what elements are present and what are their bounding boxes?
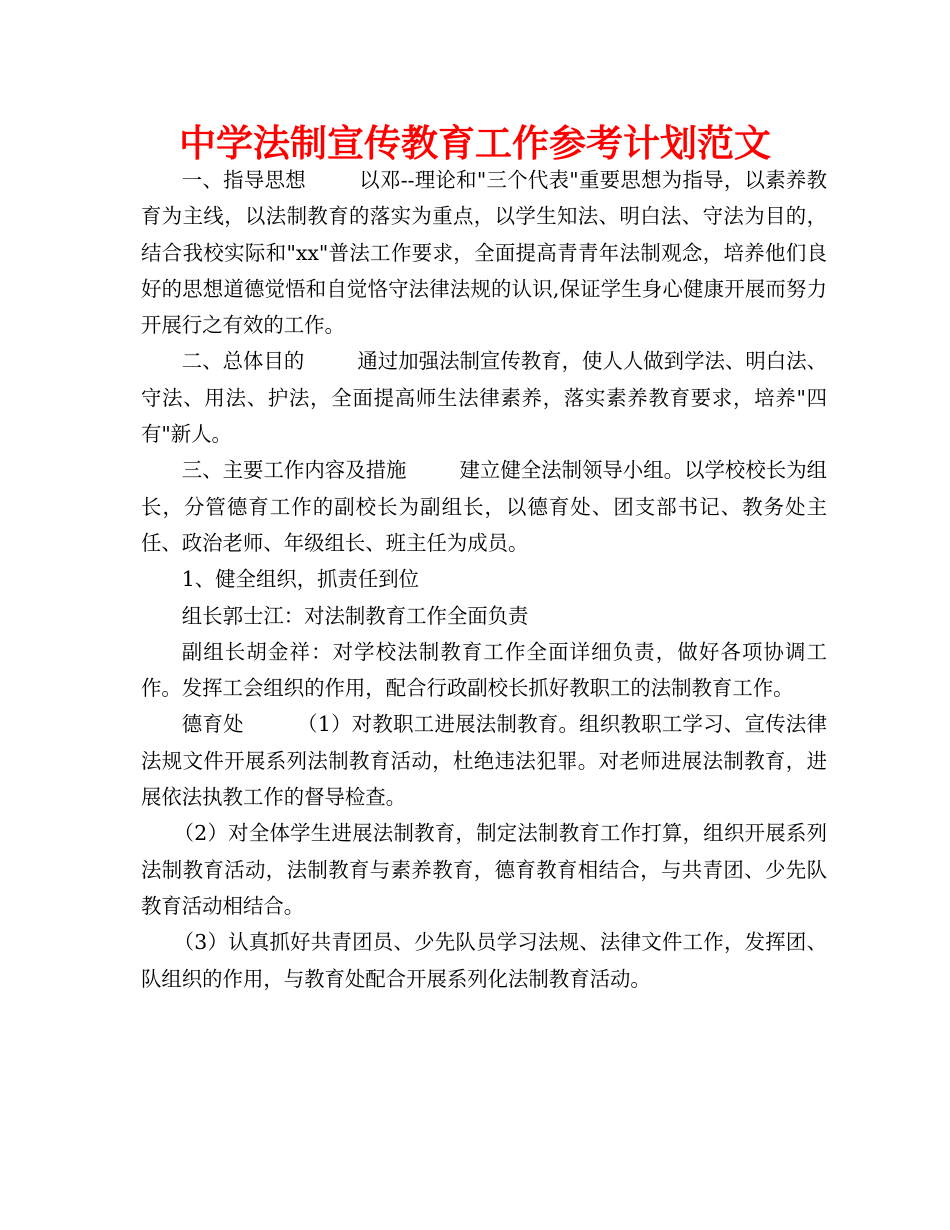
paragraph-text: （2）对全体学生进展法制教育，制定法制教育工作打算，组织开展系列法制教育活动，法制教育与素养教育，德育教育相结合，与共青团、少先队教育活动相结合。 [141, 821, 827, 918]
paragraph-main-work [141, 452, 827, 561]
document-title: 中学法制宣传教育工作参考计划范文 [179, 122, 771, 165]
paragraph-item-3 [141, 924, 827, 997]
paragraph-text: 以邓--理论和"三个代表"重要思想为指导，以素养教育为主线，以法制教育的落实为重点，以学生知法、明白法、守法为目的，结合我校实际和"xx"普法工作要求，全面提高青青年法制观念，培养他们良好的思想道德觉悟和自觉恪守法律法规的认识,保证学生身心健康开展而努力开展行之有效的工作。 [141, 168, 828, 338]
paragraph-text: 副组长胡金祥：对学校法制教育工作全面详细负责，做好各项协调工作。发挥工会组织的作用，配合行政副校长抓好教职工的法制教育工作。 [141, 639, 827, 701]
paragraph-group-leader [141, 598, 827, 634]
paragraph-text: 组长郭士江：对法制教育工作全面负责 [181, 603, 529, 628]
paragraph-text: 建立健全法制领导小组。以学校校长为组长，分管德育工作的副校长为副组长，以德育处、团支部书记、教务处主任、政治老师、年级组长、班主任为成员。 [141, 458, 828, 555]
paragraph-overall-goal [141, 343, 827, 452]
paragraph-item-2 [141, 815, 827, 924]
paragraph-text: 1、健全组织，抓责任到位 [181, 567, 420, 592]
paragraph-text: （3）认真抓好共青团员、少先队员学习法规、法律文件工作，发挥团、队组织的作用，与教育处配合开展系列化法制教育活动。 [141, 930, 827, 991]
paragraph-deputy-leader [141, 634, 827, 707]
paragraph-guiding-ideology [141, 162, 827, 343]
document-body [141, 162, 827, 997]
paragraph-moral-office [141, 706, 827, 815]
paragraph-text: 通过加强法制宣传教育，使人人做到学法、明白法、守法、用法、护法，全面提高师生法律素养，落实素养教育要求，培养"四有"新人。 [141, 349, 828, 447]
section-heading: 三、主要工作内容及措施 [181, 458, 407, 483]
section-heading: 二、总体目的 [181, 349, 305, 374]
paragraph-text: （1）对教职工进展法制教育。组织教职工学习、宣传法律法规文件开展系列法制教育活动，杜绝违法犯罪。对老师进展法制教育，进展依法执教工作的督导检查。 [141, 712, 827, 810]
paragraph-organization [141, 561, 827, 597]
section-heading: 德育处 [181, 712, 244, 737]
section-heading: 一、指导思想 [181, 168, 306, 192]
